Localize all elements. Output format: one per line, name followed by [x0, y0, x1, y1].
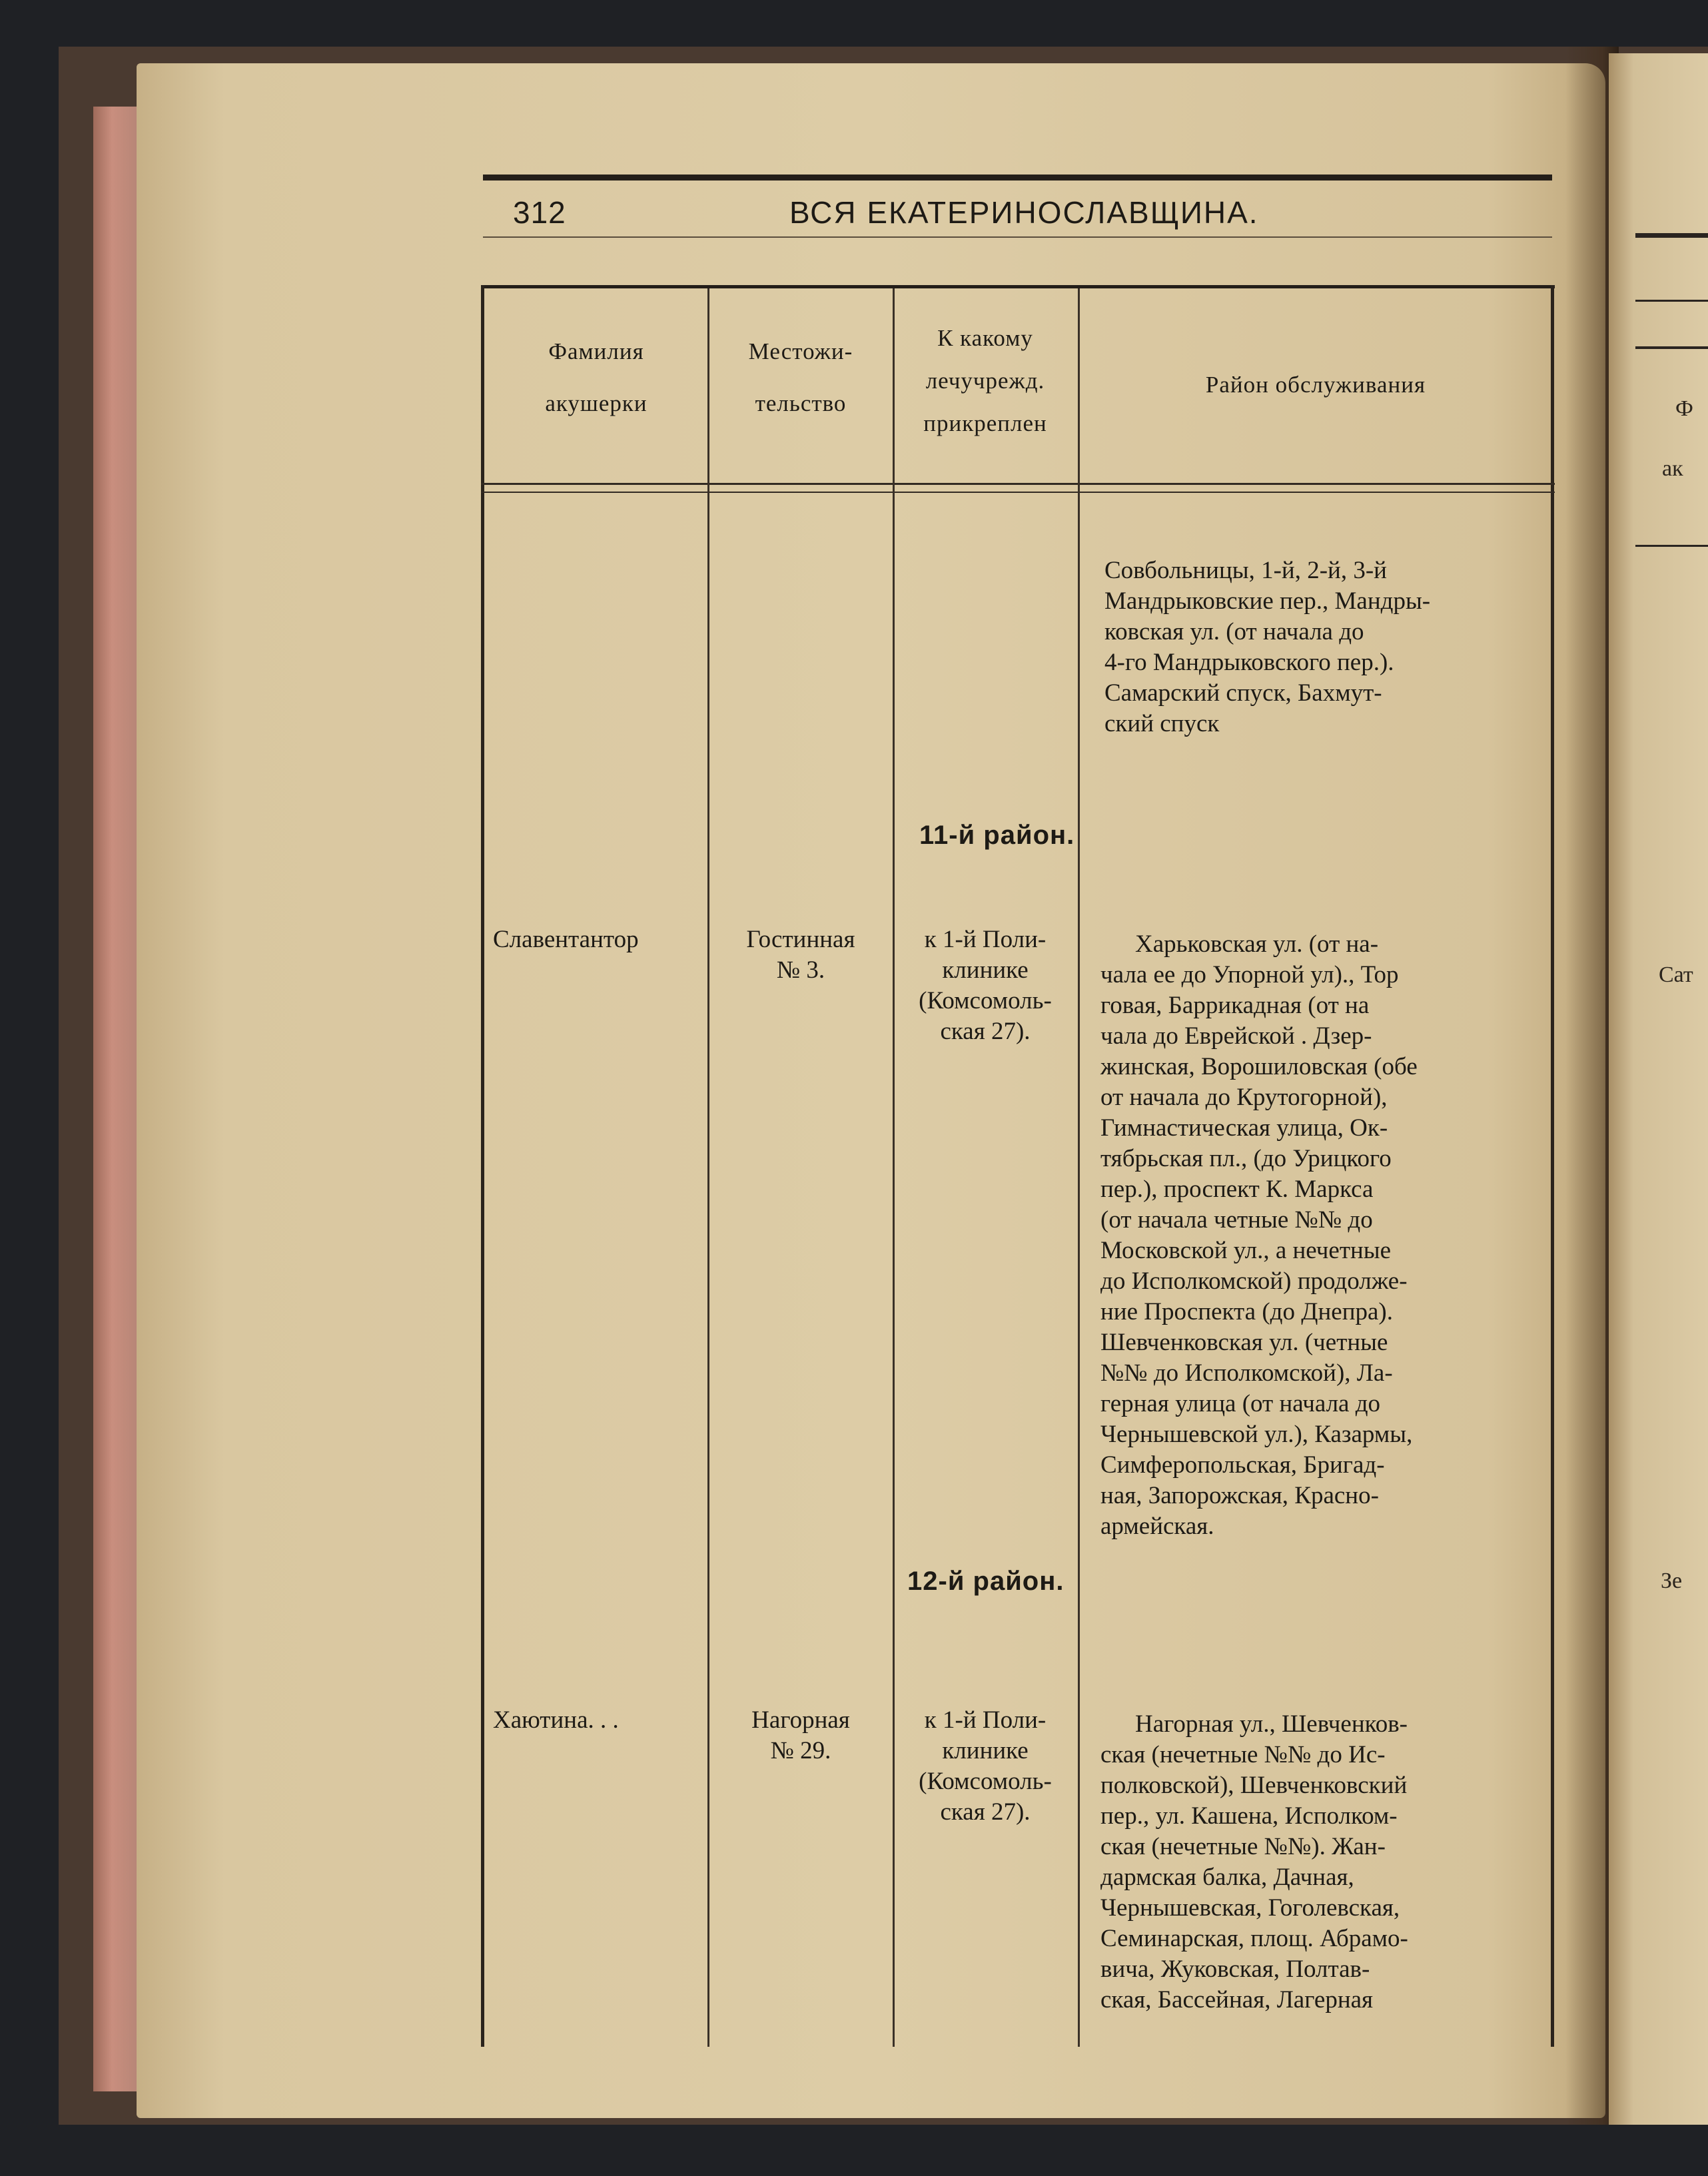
text-line: Совбольницы, 1-й, 2-й, 3-й	[1104, 557, 1387, 584]
header-rule	[483, 175, 1552, 181]
text-line: ская, Бассейная, Лагерная	[1100, 1986, 1374, 2013]
text-line: Харьковская ул. (от на-	[1135, 930, 1379, 958]
text-line: № 29.	[770, 1737, 831, 1764]
text-line: пер.), проспект К. Маркса	[1100, 1176, 1374, 1203]
text-line: дармская балка, Дачная,	[1100, 1864, 1354, 1891]
facing-page	[1609, 53, 1708, 2125]
district-heading: 11-й район.	[919, 821, 1075, 850]
text-line: от начала до Крутогорной),	[1100, 1084, 1388, 1111]
facing-page-fragment: Сат	[1659, 962, 1693, 987]
text-line: ская 27).	[940, 1018, 1031, 1045]
text-line: пер., ул. Кашена, Исполком-	[1100, 1802, 1398, 1830]
text-line: полковской), Шевченковский	[1100, 1772, 1408, 1799]
header-underline	[483, 236, 1552, 238]
text-line: (Комсомоль-	[919, 1768, 1052, 1795]
column-divider	[1078, 288, 1080, 2047]
text-line: ская (нечетные №№). Жан-	[1100, 1833, 1386, 1860]
text-line: ковская ул. (от начала до	[1104, 618, 1364, 645]
text-line: Чернышевской ул.), Казармы,	[1100, 1421, 1413, 1448]
facing-page-fragment: ак	[1662, 456, 1683, 481]
column-header-institution	[894, 320, 1076, 442]
column-header-area	[1080, 366, 1551, 404]
table-header-separator	[481, 483, 1555, 485]
text-line: №№ до Исполкомской), Ла-	[1100, 1359, 1393, 1387]
text-line: Московской ул., а нечетные	[1100, 1237, 1392, 1264]
column-header-line: Район обслуживания	[1205, 372, 1426, 398]
text-line: чала ее до Упорной ул)., Тор	[1100, 961, 1399, 988]
text-line: Мандрыковские пер., Мандры-	[1104, 587, 1431, 615]
text-line: ская (нечетные №№ до Ис-	[1100, 1741, 1386, 1768]
column-header-line: прикреплен	[923, 410, 1047, 436]
text-line: (от начала четные №№ до	[1100, 1206, 1373, 1234]
text-line: ский спуск	[1104, 710, 1220, 737]
facing-page-table-rule	[1635, 346, 1708, 349]
column-header-line: Фамилия	[548, 338, 644, 364]
text-line: Нагорная	[751, 1706, 850, 1734]
residence-address	[710, 1705, 891, 1766]
column-header-surname	[486, 333, 706, 422]
column-header-line: лечучрежд.	[925, 368, 1045, 394]
text-line: ная, Запорожская, Красно-	[1100, 1482, 1379, 1509]
text-line: Самарский спуск, Бахмут-	[1104, 679, 1382, 707]
text-line: Нагорная ул., Шевченков-	[1135, 1710, 1408, 1738]
page-edges	[93, 107, 140, 2091]
text-line: к 1-й Поли-	[924, 1706, 1047, 1734]
page-number: 312	[513, 195, 566, 230]
facing-page-fragment: Ф	[1675, 396, 1693, 421]
text-line: Гостинная	[746, 926, 855, 953]
facing-page-rule	[1635, 300, 1708, 302]
text-line: Шевченковская ул. (четные	[1100, 1329, 1388, 1356]
text-line: ская 27).	[940, 1798, 1031, 1826]
table-left-border	[481, 285, 484, 2047]
column-header-residence	[710, 333, 891, 422]
text-line: до Исполкомской) продолже-	[1100, 1268, 1408, 1295]
text-line: № 3.	[776, 956, 825, 984]
service-area-text	[1100, 929, 1544, 1542]
text-line: клинике	[942, 1737, 1029, 1764]
text-line: к 1-й Поли-	[924, 926, 1047, 953]
text-line: клинике	[942, 956, 1029, 984]
column-header-line: акушерки	[545, 390, 647, 416]
facing-page-rule	[1635, 233, 1708, 238]
text-line: жинская, Ворошиловская (обе	[1100, 1053, 1418, 1080]
table-top-border	[481, 285, 1555, 288]
column-divider	[707, 288, 709, 2047]
text-line: армейская.	[1100, 1513, 1214, 1540]
service-area-text	[1100, 1709, 1544, 2015]
text-line: ние Проспекта (до Днепра).	[1100, 1298, 1393, 1325]
text-line: Симферопольская, Бригад-	[1100, 1451, 1385, 1479]
text-line: герная улица (от начала до	[1100, 1390, 1381, 1417]
column-header-line: К какому	[937, 325, 1033, 351]
assigned-institution	[894, 1705, 1076, 1828]
facing-page-table-rule	[1635, 545, 1708, 547]
text-line: тябрьская пл., (до Урицкого	[1100, 1145, 1392, 1172]
continued-area-text	[1104, 555, 1544, 739]
residence-address	[710, 924, 891, 986]
text-line: Чернышевская, Гоголевская,	[1100, 1894, 1400, 1922]
district-heading: 12-й район.	[907, 1567, 1065, 1596]
midwife-name: Славентантор	[493, 926, 639, 953]
column-header-line: тельство	[755, 390, 847, 416]
text-line: Семинарская, площ. Абрамо-	[1100, 1925, 1408, 1952]
facing-page-fragment: Зе	[1661, 1569, 1683, 1593]
table-right-border	[1551, 285, 1554, 2047]
table-header-separator	[481, 492, 1555, 493]
column-header-line: Местожи-	[748, 338, 853, 364]
text-line: (Комсомоль-	[919, 987, 1052, 1014]
text-line: 4-го Мандрыковского пер.).	[1104, 649, 1394, 676]
text-line: говая, Баррикадная (от на	[1100, 992, 1370, 1019]
running-title: ВСЯ ЕКАТЕРИНОСЛАВЩИНА.	[789, 195, 1259, 230]
text-line: вича, Жуковская, Полтав-	[1100, 1956, 1370, 1983]
text-line: Гимнастическая улица, Ок-	[1100, 1114, 1388, 1142]
assigned-institution	[894, 924, 1076, 1047]
midwife-name: Хаютина. . .	[493, 1706, 619, 1734]
text-line: чала до Еврейской . Дзер-	[1100, 1022, 1372, 1050]
